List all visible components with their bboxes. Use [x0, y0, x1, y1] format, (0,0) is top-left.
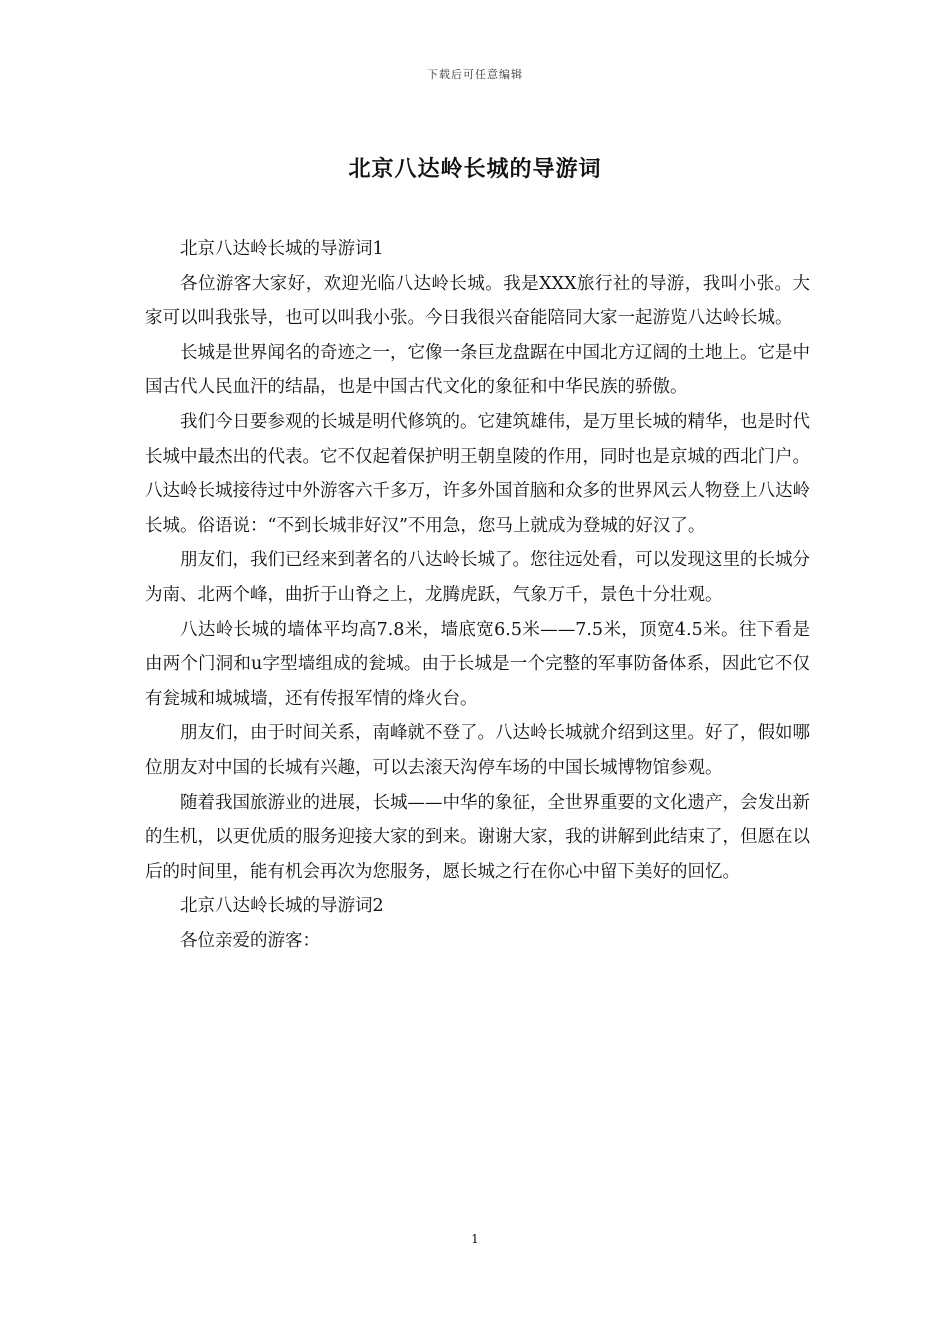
paragraph: 各位亲爱的游客： — [180, 930, 320, 951]
paragraph: 各位游客大家好，欢迎光临八达岭长城。我是XXX旅行社的导游，我叫小张。大家可以叫我张导，也可以叫我小张。今日我很兴奋能陪同大家一起游览八达岭长城。 — [145, 273, 810, 329]
section-heading: 北京八达岭长城的导游词2 — [180, 896, 384, 917]
paragraph: 八达岭长城的墙体平均高7.8米，墙底宽6.5米——7.5米，顶宽4.5米。往下看是由两个门洞和u字型墙组成的瓮城。由于长城是一个完整的军事防备体系，因此它不仅有瓮城和城城墙，还有传报军情的烽火台。 — [145, 619, 810, 709]
document-title: 北京八达岭长城的导游词 — [348, 156, 602, 182]
paragraph: 长城是世界闻名的奇迹之一，它像一条巨龙盘踞在中国北方辽阔的土地上。它是中国古代人民血汗的结晶，也是中国古代文化的象征和中华民族的骄傲。 — [145, 342, 810, 398]
page-number: 1 — [471, 1232, 479, 1246]
paragraph: 朋友们，我们已经来到著名的八达岭长城了。您往远处看，可以发现这里的长城分为南、北两个峰，曲折于山脊之上，龙腾虎跃，气象万千，景色十分壮观。 — [145, 550, 810, 605]
document-body — [145, 232, 810, 958]
paragraph: 朋友们，由于时间关系，南峰就不登了。八达岭长城就介绍到这里。好了，假如哪位朋友对中国的长城有兴趣，可以去滚天沟停车场的中国长城博物馆参观。 — [145, 723, 810, 778]
paragraph: 我们今日要参观的长城是明代修筑的。它建筑雄伟，是万里长城的精华，也是时代长城中最杰出的代表。它不仅起着保护明王朝皇陵的作用，同时也是京城的西北门户。八达岭长城接待过中外游客六千多万，许多外国首脑和众多的世界风云人物登上八达岭长城。俗语说：“不到长城非好汉”不用急，您马上就成为登城的好汉了。 — [145, 411, 810, 536]
paragraph: 随着我国旅游业的进展，长城——中华的象征，全世界重要的文化遗产，会发出新的生机，以更优质的服务迎接大家的到来。谢谢大家，我的讲解到此结束了，但愿在以后的时间里，能有机会再次为您服务，愿长城之行在你心中留下美好的回忆。 — [145, 792, 810, 882]
section-heading: 北京八达岭长城的导游词1 — [180, 239, 384, 259]
header-note: 下载后可任意编辑 — [427, 68, 523, 81]
